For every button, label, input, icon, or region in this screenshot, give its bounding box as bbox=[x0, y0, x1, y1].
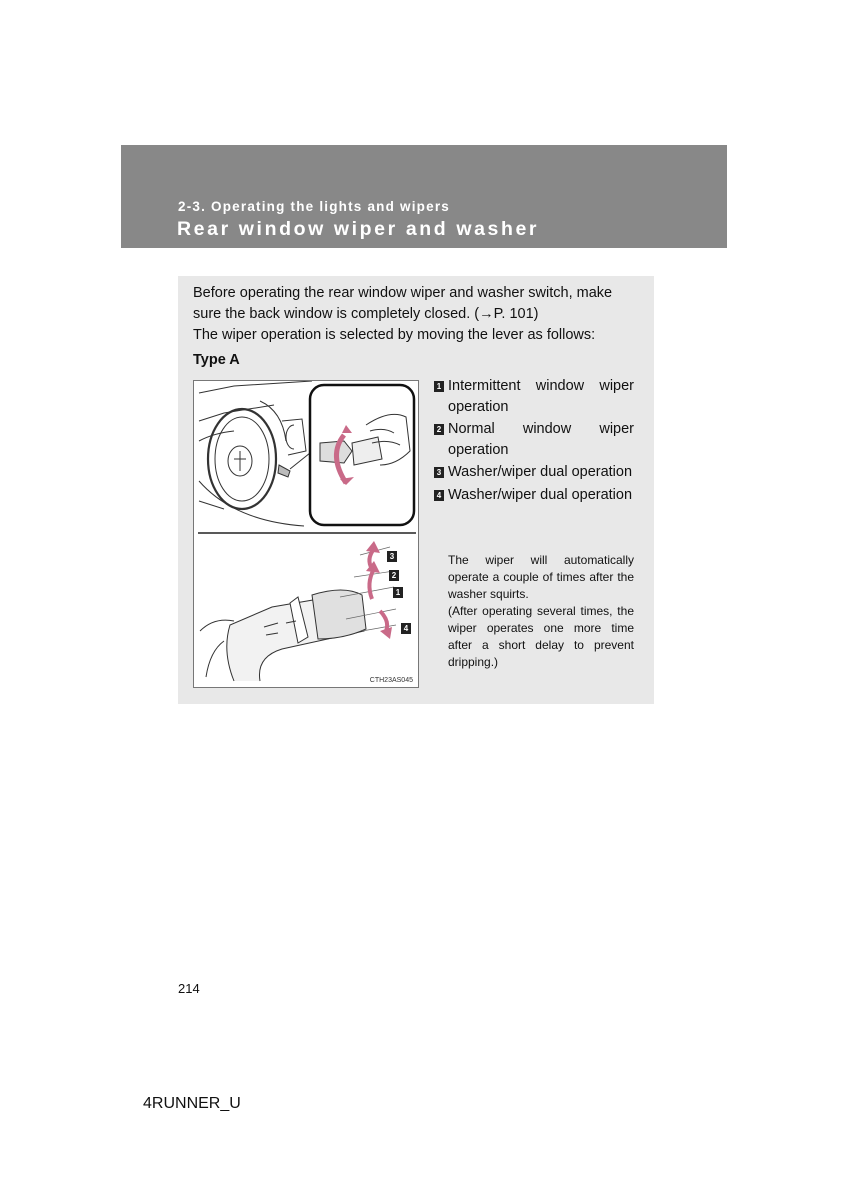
intro-text bbox=[193, 283, 641, 346]
callout-item bbox=[434, 485, 634, 506]
intro-line-1: Before operating the rear window wiper and washer switch, make sure the back window is completely closed. (→P. 101) bbox=[193, 285, 613, 322]
callout-item bbox=[434, 462, 634, 483]
section-header bbox=[121, 145, 727, 248]
callout-number: 2 bbox=[434, 424, 444, 435]
callout-text: Normal window wiper operation bbox=[448, 421, 634, 458]
marker-2: 2 bbox=[389, 570, 399, 581]
page-number: 214 bbox=[178, 981, 200, 996]
callout-text: Washer/wiper dual operation bbox=[448, 464, 633, 480]
note-line-2: (After operating several times, the wiper operates one more time after a short delay to prevent dripping.) bbox=[448, 604, 634, 669]
callout-item bbox=[434, 376, 634, 417]
content-panel bbox=[178, 276, 654, 704]
callout-number: 4 bbox=[434, 490, 444, 501]
type-label: Type A bbox=[193, 352, 240, 368]
callout-item bbox=[434, 419, 634, 460]
figure-code: CTH23AS045 bbox=[369, 677, 413, 684]
section-label: 2-3. Operating the lights and wipers bbox=[178, 199, 450, 214]
callout-list bbox=[434, 376, 634, 507]
note-line-1: The wiper will automatically operate a couple of times after the washer squirts. bbox=[448, 553, 634, 601]
marker-3: 3 bbox=[387, 551, 397, 562]
illustration-drawing bbox=[194, 381, 420, 689]
callout-number: 3 bbox=[434, 467, 444, 478]
intro-line-2: The wiper operation is selected by moving the lever as follows: bbox=[193, 327, 596, 343]
marker-4: 4 bbox=[401, 623, 411, 634]
note-text bbox=[448, 552, 634, 671]
callout-text: Intermittent window wiper operation bbox=[448, 378, 634, 415]
footer-model: 4RUNNER_U bbox=[143, 1095, 241, 1112]
page-title: Rear window wiper and washer bbox=[177, 218, 540, 240]
callout-number: 1 bbox=[434, 381, 444, 392]
wiper-lever-illustration bbox=[193, 380, 419, 688]
marker-1: 1 bbox=[393, 587, 403, 598]
callout-text: Washer/wiper dual operation bbox=[448, 486, 633, 503]
